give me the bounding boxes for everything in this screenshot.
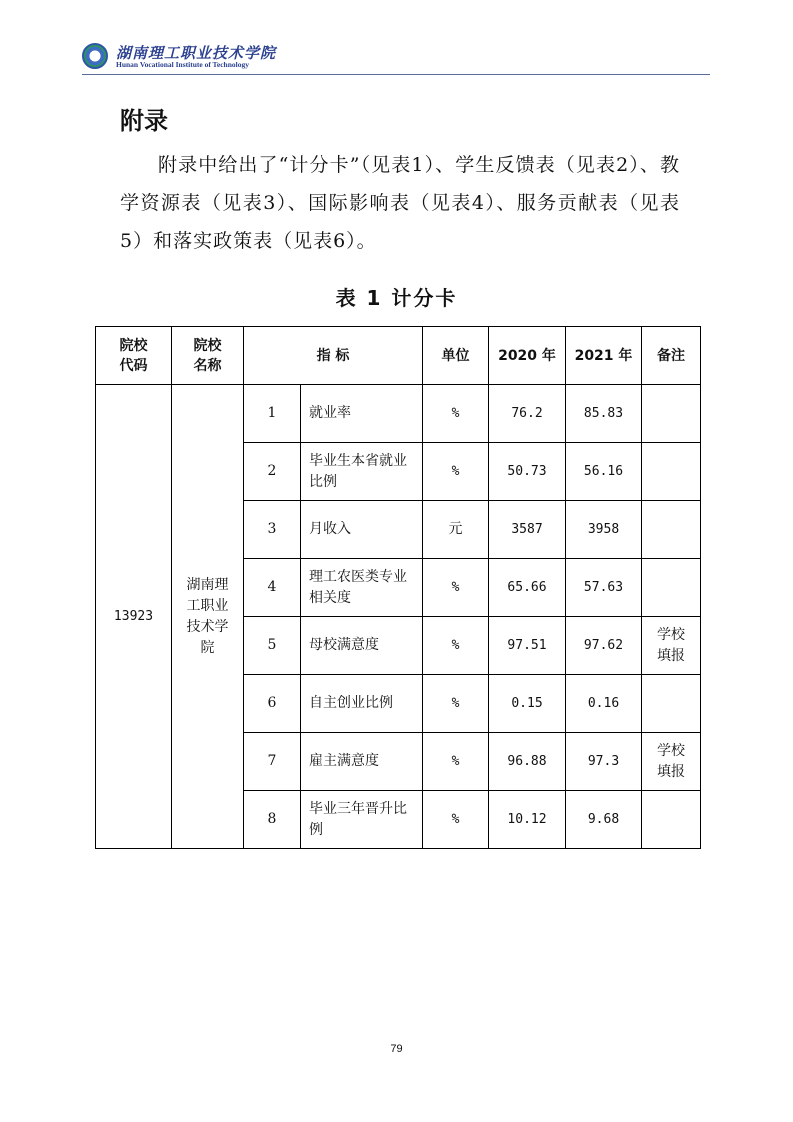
row-value-2020: 76.2 [489, 385, 566, 443]
row-remark [642, 675, 701, 733]
row-value-2021: 85.83 [566, 385, 642, 443]
row-remark: 学校填报 [642, 733, 701, 791]
table-row [96, 385, 701, 443]
intro-paragraph: 附录中给出了“计分卡”（见表1）、学生反馈表（见表2）、教学资源表（见表3）、国际影响表（见表4）、服务贡献表（见表5）和落实政策表（见表6）。 [120, 154, 680, 252]
header-remark: 备注 [642, 327, 701, 385]
table-caption: 表 1 计分卡 [335, 286, 458, 310]
row-metric: 理工农医类专业相关度 [301, 559, 423, 617]
row-remark [642, 791, 701, 849]
section-title: 附录 [120, 107, 168, 135]
row-metric: 就业率 [301, 385, 423, 443]
row-value-2021: 3958 [566, 501, 642, 559]
row-metric: 毕业生本省就业比例 [301, 443, 423, 501]
row-index: 5 [244, 617, 301, 675]
row-value-2020: 65.66 [489, 559, 566, 617]
row-index: 6 [244, 675, 301, 733]
school-name-en: Hunan Vocational Institute of Technology [116, 60, 249, 69]
row-metric: 雇主满意度 [301, 733, 423, 791]
row-metric: 月收入 [301, 501, 423, 559]
row-unit: % [423, 675, 489, 733]
school-name-cn: 湖南理工职业技术学院 [116, 44, 277, 62]
row-unit: % [423, 791, 489, 849]
row-value-2021: 57.63 [566, 559, 642, 617]
row-unit: % [423, 443, 489, 501]
row-remark: 学校填报 [642, 617, 701, 675]
row-index: 4 [244, 559, 301, 617]
row-remark [642, 385, 701, 443]
school-name-cell: 湖南理工职业技术学院 [172, 385, 244, 849]
row-metric: 母校满意度 [301, 617, 423, 675]
row-value-2020: 3587 [489, 501, 566, 559]
scorecard-table [95, 326, 701, 849]
row-unit: % [423, 559, 489, 617]
row-metric: 自主创业比例 [301, 675, 423, 733]
row-metric: 毕业三年晋升比例 [301, 791, 423, 849]
header-school-code: 院校代码 [96, 327, 172, 385]
row-index: 3 [244, 501, 301, 559]
school-code-cell: 13923 [96, 385, 172, 849]
header-2020: 2020 年 [489, 327, 566, 385]
row-unit: 元 [423, 501, 489, 559]
row-unit: % [423, 733, 489, 791]
row-value-2020: 97.51 [489, 617, 566, 675]
row-value-2021: 0.16 [566, 675, 642, 733]
row-index: 8 [244, 791, 301, 849]
row-value-2021: 56.16 [566, 443, 642, 501]
header-2021: 2021 年 [566, 327, 642, 385]
page-number: 79 [390, 1043, 403, 1055]
row-index: 2 [244, 443, 301, 501]
row-value-2021: 97.3 [566, 733, 642, 791]
row-index: 7 [244, 733, 301, 791]
row-value-2020: 50.73 [489, 443, 566, 501]
row-remark [642, 559, 701, 617]
row-unit: % [423, 385, 489, 443]
table-header-row [96, 327, 701, 385]
row-remark [642, 443, 701, 501]
row-remark [642, 501, 701, 559]
row-value-2020: 96.88 [489, 733, 566, 791]
row-value-2020: 0.15 [489, 675, 566, 733]
row-value-2021: 9.68 [566, 791, 642, 849]
school-emblem-icon [82, 43, 108, 69]
row-value-2021: 97.62 [566, 617, 642, 675]
header-school-name: 院校名称 [172, 327, 244, 385]
row-value-2020: 10.12 [489, 791, 566, 849]
row-unit: % [423, 617, 489, 675]
row-index: 1 [244, 385, 301, 443]
page-header [82, 40, 710, 75]
header-indicator: 指 标 [244, 327, 423, 385]
header-unit: 单位 [423, 327, 489, 385]
